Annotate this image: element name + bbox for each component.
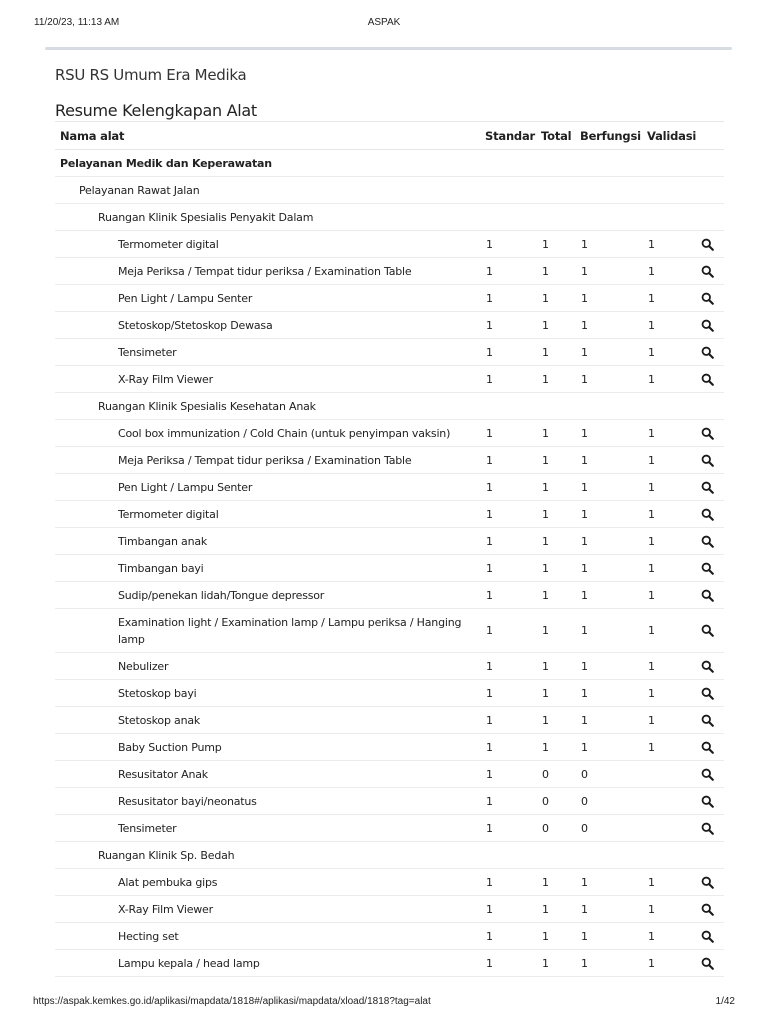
cell-standar: 1 [480, 734, 536, 761]
group-label: Pelayanan Rawat Jalan [55, 177, 724, 204]
search-icon[interactable] [701, 508, 714, 521]
cell-total: 1 [536, 896, 575, 923]
table-row [55, 231, 724, 258]
row-action-cell [690, 447, 724, 474]
row-action-cell [690, 231, 724, 258]
cell-berfungsi: 1 [575, 312, 642, 339]
group-row [55, 204, 724, 231]
cell-standar: 1 [480, 653, 536, 680]
cell-validasi [642, 815, 690, 842]
row-action-cell [690, 788, 724, 815]
cell-berfungsi: 1 [575, 582, 642, 609]
cell-standar: 1 [480, 366, 536, 393]
cell-berfungsi: 1 [575, 231, 642, 258]
cell-berfungsi: 1 [575, 501, 642, 528]
row-action-cell [690, 869, 724, 896]
search-icon[interactable] [701, 454, 714, 467]
cell-standar: 1 [480, 815, 536, 842]
search-icon[interactable] [701, 265, 714, 278]
item-name: Tensimeter [55, 339, 480, 366]
table-row [55, 923, 724, 950]
cell-validasi [642, 761, 690, 788]
search-icon[interactable] [701, 373, 714, 386]
table-row [55, 680, 724, 707]
cell-validasi: 1 [642, 501, 690, 528]
item-name: X-Ray Film Viewer [55, 366, 480, 393]
print-footer [0, 996, 768, 1010]
cell-berfungsi: 1 [575, 653, 642, 680]
cell-validasi: 1 [642, 582, 690, 609]
column-header-validasi: Validasi [642, 122, 690, 150]
table-row [55, 339, 724, 366]
item-name: Stetoskop/Stetoskop Dewasa [55, 312, 480, 339]
row-action-cell [690, 555, 724, 582]
cell-validasi: 1 [642, 447, 690, 474]
row-action-cell [690, 680, 724, 707]
cell-total: 1 [536, 447, 575, 474]
column-header-total: Total [536, 122, 575, 150]
item-name: Lampu kepala / head lamp [55, 950, 480, 977]
group-row [55, 393, 724, 420]
item-name: Stetoskop anak [55, 707, 480, 734]
cell-berfungsi: 1 [575, 707, 642, 734]
cell-total: 1 [536, 609, 575, 653]
table-row [55, 950, 724, 977]
group-row [55, 177, 724, 204]
column-header-name: Nama alat [55, 122, 480, 150]
row-action-cell [690, 420, 724, 447]
row-action-cell [690, 501, 724, 528]
search-icon[interactable] [701, 319, 714, 332]
table-row [55, 285, 724, 312]
search-icon[interactable] [701, 903, 714, 916]
cell-validasi: 1 [642, 528, 690, 555]
row-action-cell [690, 950, 724, 977]
cell-total: 1 [536, 285, 575, 312]
cell-validasi: 1 [642, 923, 690, 950]
row-action-cell [690, 896, 724, 923]
column-header-berfungsi: Berfungsi [575, 122, 642, 150]
item-name: Cool box immunization / Cold Chain (untuk penyimpan vaksin) [55, 420, 480, 447]
row-action-cell [690, 582, 724, 609]
cell-standar: 1 [480, 761, 536, 788]
cell-standar: 1 [480, 501, 536, 528]
search-icon[interactable] [701, 741, 714, 754]
item-name: Pen Light / Lampu Senter [55, 474, 480, 501]
row-action-cell [690, 366, 724, 393]
group-label: Ruangan Klinik Spesialis Kesehatan Anak [55, 393, 724, 420]
cell-validasi: 1 [642, 366, 690, 393]
cell-standar: 1 [480, 447, 536, 474]
cell-berfungsi: 1 [575, 734, 642, 761]
cell-standar: 1 [480, 312, 536, 339]
search-icon[interactable] [701, 660, 714, 673]
search-icon[interactable] [701, 624, 714, 637]
cell-standar: 1 [480, 420, 536, 447]
cell-berfungsi: 1 [575, 420, 642, 447]
cell-total: 0 [536, 788, 575, 815]
cell-validasi: 1 [642, 420, 690, 447]
cell-total: 1 [536, 923, 575, 950]
cell-validasi: 1 [642, 950, 690, 977]
cell-berfungsi: 1 [575, 923, 642, 950]
cell-total: 1 [536, 582, 575, 609]
table-row [55, 707, 724, 734]
item-name: Termometer digital [55, 231, 480, 258]
row-action-cell [690, 923, 724, 950]
search-icon[interactable] [701, 768, 714, 781]
cell-validasi: 1 [642, 896, 690, 923]
search-icon[interactable] [701, 427, 714, 440]
row-action-cell [690, 474, 724, 501]
row-action-cell [690, 761, 724, 788]
cell-berfungsi: 1 [575, 950, 642, 977]
item-name: X-Ray Film Viewer [55, 896, 480, 923]
row-action-cell [690, 653, 724, 680]
cell-standar: 1 [480, 555, 536, 582]
table-row [55, 258, 724, 285]
cell-standar: 1 [480, 896, 536, 923]
cell-total: 1 [536, 366, 575, 393]
cell-total: 1 [536, 339, 575, 366]
item-name: Resusitator Anak [55, 761, 480, 788]
cell-total: 1 [536, 734, 575, 761]
cell-berfungsi: 1 [575, 258, 642, 285]
cell-validasi: 1 [642, 231, 690, 258]
table-header-row [55, 122, 724, 150]
cell-validasi: 1 [642, 312, 690, 339]
row-action-cell [690, 815, 724, 842]
cell-total: 1 [536, 653, 575, 680]
table-row [55, 312, 724, 339]
item-name: Baby Suction Pump [55, 734, 480, 761]
column-header-standar: Standar [480, 122, 536, 150]
search-icon[interactable] [701, 795, 714, 808]
search-icon[interactable] [701, 589, 714, 602]
cell-standar: 1 [480, 285, 536, 312]
search-icon[interactable] [701, 957, 714, 970]
cell-standar: 1 [480, 609, 536, 653]
page-title: Resume Kelengkapan Alat [55, 101, 257, 120]
item-name: Resusitator bayi/neonatus [55, 788, 480, 815]
table-row [55, 896, 724, 923]
cell-total: 1 [536, 680, 575, 707]
cell-total: 1 [536, 474, 575, 501]
search-icon[interactable] [701, 714, 714, 727]
search-icon[interactable] [701, 238, 714, 251]
row-action-cell [690, 258, 724, 285]
cell-total: 0 [536, 761, 575, 788]
cell-berfungsi: 1 [575, 339, 642, 366]
cell-validasi [642, 788, 690, 815]
item-name: Termometer digital [55, 501, 480, 528]
cell-total: 1 [536, 869, 575, 896]
group-label: Pelayanan Medik dan Keperawatan [55, 150, 724, 177]
row-action-cell [690, 312, 724, 339]
cell-berfungsi: 1 [575, 896, 642, 923]
table-row [55, 555, 724, 582]
print-datetime: 11/20/23, 11:13 AM [34, 17, 120, 28]
group-label: Ruangan Klinik Spesialis Penyakit Dalam [55, 204, 724, 231]
cell-standar: 1 [480, 528, 536, 555]
cell-validasi: 1 [642, 555, 690, 582]
cell-validasi: 1 [642, 285, 690, 312]
item-name: Nebulizer [55, 653, 480, 680]
item-name: Examination light / Examination lamp / Lampu periksa / Hanging lamp [55, 609, 480, 653]
cell-standar: 1 [480, 950, 536, 977]
cell-total: 1 [536, 312, 575, 339]
cell-standar: 1 [480, 707, 536, 734]
item-name: Tensimeter [55, 815, 480, 842]
search-icon[interactable] [701, 876, 714, 889]
table-row [55, 474, 724, 501]
item-name: Timbangan bayi [55, 555, 480, 582]
print-url: https://aspak.kemkes.go.id/aplikasi/mapdata/1818#/aplikasi/mapdata/xload/1818?tag=alat [33, 996, 431, 1007]
cell-berfungsi: 1 [575, 869, 642, 896]
row-action-cell [690, 609, 724, 653]
cell-total: 1 [536, 555, 575, 582]
equipment-table [55, 121, 724, 977]
group-label: Ruangan Klinik Sp. Bedah [55, 842, 724, 869]
print-page-title: ASPAK [367, 17, 401, 28]
item-name: Hecting set [55, 923, 480, 950]
item-name: Stetoskop bayi [55, 680, 480, 707]
table-row [55, 366, 724, 393]
item-name: Meja Periksa / Tempat tidur periksa / Examination Table [55, 447, 480, 474]
cell-berfungsi: 1 [575, 447, 642, 474]
table-body [55, 150, 724, 977]
cell-standar: 1 [480, 680, 536, 707]
table-row [55, 734, 724, 761]
cell-berfungsi: 0 [575, 761, 642, 788]
search-icon[interactable] [701, 346, 714, 359]
cell-berfungsi: 0 [575, 815, 642, 842]
item-name: Alat pembuka gips [55, 869, 480, 896]
cell-validasi: 1 [642, 707, 690, 734]
cell-standar: 1 [480, 258, 536, 285]
item-name: Meja Periksa / Tempat tidur periksa / Examination Table [55, 258, 480, 285]
cell-validasi: 1 [642, 609, 690, 653]
table-row [55, 788, 724, 815]
search-icon[interactable] [701, 930, 714, 943]
item-name: Sudip/penekan lidah/Tongue depressor [55, 582, 480, 609]
cell-total: 1 [536, 528, 575, 555]
cell-berfungsi: 1 [575, 366, 642, 393]
search-icon[interactable] [701, 535, 714, 548]
cell-standar: 1 [480, 582, 536, 609]
print-page-number: 1/42 [715, 996, 735, 1007]
equipment-table-container [55, 121, 724, 977]
cell-berfungsi: 1 [575, 555, 642, 582]
row-action-cell [690, 528, 724, 555]
cell-total: 1 [536, 707, 575, 734]
cell-berfungsi: 1 [575, 609, 642, 653]
cell-validasi: 1 [642, 680, 690, 707]
table-row [55, 528, 724, 555]
table-row [55, 869, 724, 896]
row-action-cell [690, 734, 724, 761]
table-row [55, 761, 724, 788]
cell-standar: 1 [480, 474, 536, 501]
cell-total: 1 [536, 950, 575, 977]
table-row [55, 609, 724, 653]
header-divider [45, 47, 732, 50]
cell-validasi: 1 [642, 653, 690, 680]
row-action-cell [690, 285, 724, 312]
cell-standar: 1 [480, 923, 536, 950]
row-action-cell [690, 339, 724, 366]
table-row [55, 653, 724, 680]
search-icon[interactable] [701, 687, 714, 700]
cell-total: 1 [536, 231, 575, 258]
search-icon[interactable] [701, 481, 714, 494]
table-row [55, 447, 724, 474]
cell-standar: 1 [480, 869, 536, 896]
table-row [55, 501, 724, 528]
cell-total: 1 [536, 258, 575, 285]
item-name: Pen Light / Lampu Senter [55, 285, 480, 312]
cell-standar: 1 [480, 339, 536, 366]
cell-validasi: 1 [642, 474, 690, 501]
search-icon[interactable] [701, 562, 714, 575]
cell-berfungsi: 1 [575, 528, 642, 555]
cell-berfungsi: 1 [575, 285, 642, 312]
print-header [0, 17, 768, 31]
table-row [55, 815, 724, 842]
group-row [55, 150, 724, 177]
search-icon[interactable] [701, 292, 714, 305]
cell-validasi: 1 [642, 869, 690, 896]
table-row [55, 420, 724, 447]
cell-validasi: 1 [642, 258, 690, 285]
cell-berfungsi: 0 [575, 788, 642, 815]
cell-validasi: 1 [642, 339, 690, 366]
cell-standar: 1 [480, 231, 536, 258]
cell-total: 0 [536, 815, 575, 842]
cell-standar: 1 [480, 788, 536, 815]
row-action-cell [690, 707, 724, 734]
item-name: Timbangan anak [55, 528, 480, 555]
cell-berfungsi: 1 [575, 680, 642, 707]
group-row [55, 842, 724, 869]
cell-total: 1 [536, 501, 575, 528]
cell-total: 1 [536, 420, 575, 447]
cell-berfungsi: 1 [575, 474, 642, 501]
table-row [55, 582, 724, 609]
search-icon[interactable] [701, 822, 714, 835]
hospital-name: RSU RS Umum Era Medika [55, 66, 247, 84]
cell-validasi: 1 [642, 734, 690, 761]
